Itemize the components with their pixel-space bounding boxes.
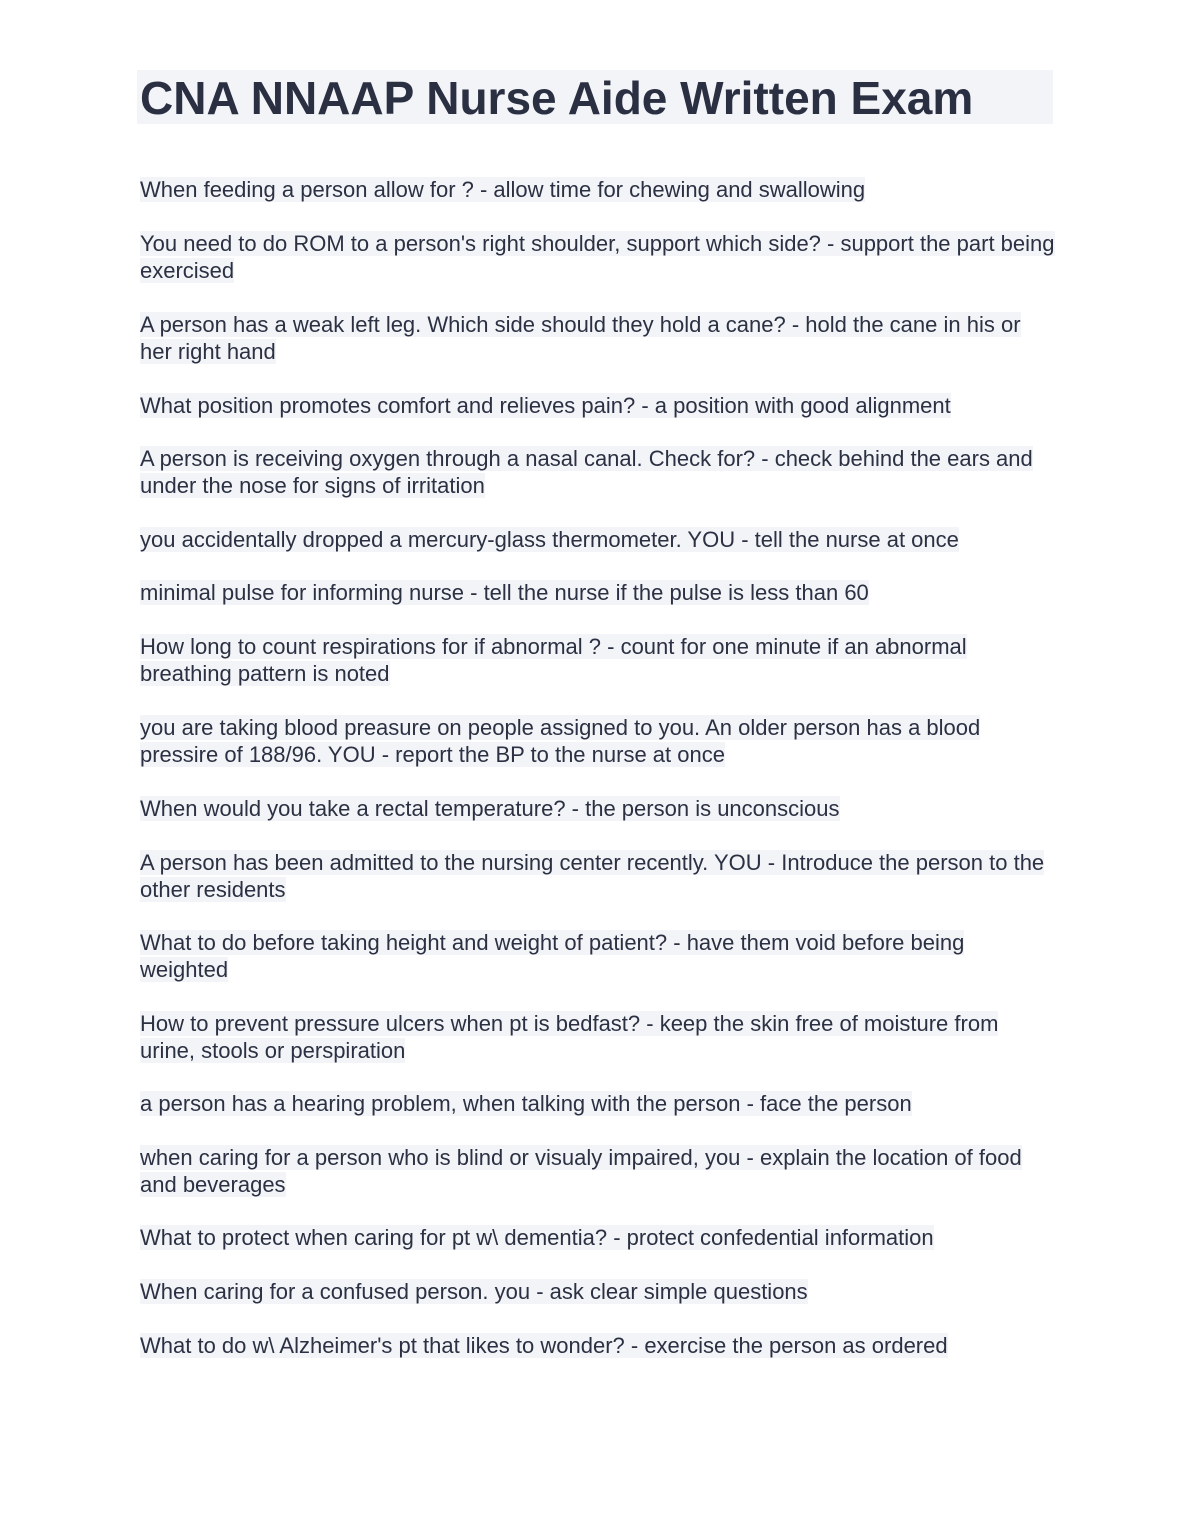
qa-item (140, 1144, 1055, 1198)
qa-text: You need to do ROM to a person's right shoulder, support which side? - support the part being exercised (140, 231, 1055, 283)
qa-text: you accidentally dropped a mercury-glass thermometer. YOU - tell the nurse at once (140, 527, 959, 552)
qa-item (140, 176, 1055, 203)
qa-text: minimal pulse for informing nurse - tell the nurse if the pulse is less than 60 (140, 580, 869, 605)
qa-text: A person has a weak left leg. Which side should they hold a cane? - hold the cane in his or her right hand (140, 312, 1021, 364)
qa-item (140, 849, 1055, 903)
qa-text: What to do before taking height and weight of patient? - have them void before being weighted (140, 930, 965, 982)
qa-text: What to do w\ Alzheimer's pt that likes to wonder? - exercise the person as ordered (140, 1333, 948, 1358)
qa-item (140, 1090, 1055, 1117)
qa-text: How long to count respirations for if abnormal ? - count for one minute if an abnormal breathing pattern is noted (140, 634, 967, 686)
qa-item (140, 1224, 1055, 1251)
qa-item (140, 445, 1055, 499)
qa-text: when caring for a person who is blind or visualy impaired, you - explain the location of food and beverages (140, 1145, 1022, 1197)
qa-item (140, 929, 1055, 983)
qa-text: What to protect when caring for pt w\ dementia? - protect confedential information (140, 1225, 934, 1250)
qa-item (140, 714, 1055, 768)
qa-item (140, 633, 1055, 687)
title-block (137, 70, 1053, 124)
qa-text: you are taking blood preasure on people assigned to you. An older person has a blood pressire of 188/96. YOU - report the BP to the nurse at once (140, 715, 981, 767)
qa-item (140, 230, 1055, 284)
qa-item (140, 526, 1055, 553)
qa-item (140, 579, 1055, 606)
qa-item (140, 311, 1055, 365)
qa-text: a person has a hearing problem, when talking with the person - face the person (140, 1091, 912, 1116)
qa-item (140, 392, 1055, 419)
qa-item (140, 1332, 1055, 1359)
qa-item (140, 1010, 1055, 1064)
qa-text: When would you take a rectal temperature? - the person is unconscious (140, 796, 840, 821)
qa-text: When feeding a person allow for ? - allow time for chewing and swallowing (140, 177, 866, 202)
page-title: CNA NNAAP Nurse Aide Written Exam (140, 72, 974, 124)
qa-text: When caring for a confused person. you - ask clear simple questions (140, 1279, 808, 1304)
qa-text: What position promotes comfort and relieves pain? - a position with good alignment (140, 393, 951, 418)
qa-item (140, 795, 1055, 822)
qa-text: A person is receiving oxygen through a nasal canal. Check for? - check behind the ears and under the nose for signs of irritation (140, 446, 1033, 498)
qa-item (140, 1278, 1055, 1305)
qa-list (140, 176, 1055, 1359)
qa-text: A person has been admitted to the nursing center recently. YOU - Introduce the person to the other residents (140, 850, 1045, 902)
qa-text: How to prevent pressure ulcers when pt is bedfast? - keep the skin free of moisture from urine, stools or perspiration (140, 1011, 999, 1063)
